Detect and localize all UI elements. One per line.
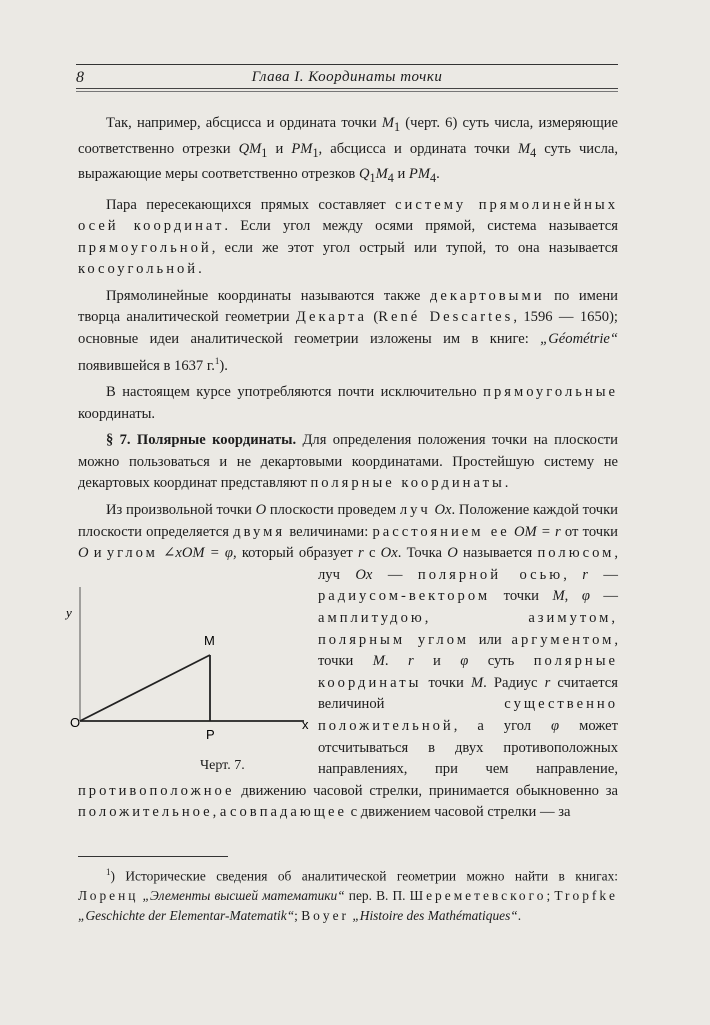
math: φ — [581, 588, 590, 605]
spaced-term: противоположное — [78, 782, 235, 799]
text: считается величиной — [318, 674, 618, 713]
text: , если же этот угол острый или тупой, то она называется — [211, 239, 618, 256]
running-title: Глава I. Координаты точки — [251, 69, 443, 85]
spaced-term: косоугольной — [78, 261, 199, 278]
text: и — [393, 166, 409, 182]
text: называется — [457, 545, 538, 562]
text: Так, например, абсцисса и ордината точки — [106, 115, 382, 131]
subscript: 4 — [530, 145, 537, 160]
math: M — [381, 115, 395, 131]
text: (черт. 6) суть числа, измеряющие соответственно отрезки — [78, 115, 619, 157]
spaced-term: положительное — [78, 804, 213, 821]
math: M — [470, 674, 484, 691]
text: по имени творца аналитической геометрии — [78, 287, 618, 326]
text: координаты. — [78, 405, 156, 422]
math: O — [447, 545, 458, 562]
spaced-term: прямоугольные — [483, 384, 618, 401]
math: r — [582, 566, 588, 583]
spaced-term: совпадающее — [230, 804, 347, 821]
subscript: 4 — [387, 170, 394, 185]
polar-diagram — [66, 569, 312, 773]
book-title: „Géométrie“ — [540, 331, 618, 348]
math: O — [255, 502, 267, 519]
paragraph-1 — [78, 113, 618, 190]
footnote-text — [78, 862, 618, 926]
text: — — [589, 588, 618, 605]
text: . — [198, 261, 202, 278]
text: , 1596 — 1650); основные идеи аналитической геометрии изложены им в книге: — [78, 309, 618, 348]
spaced-term: Tropfke — [554, 888, 618, 904]
text: плоскости проведем — [266, 502, 400, 519]
spaced-term: прямоугольной — [78, 239, 212, 256]
math: r — [358, 545, 364, 562]
spaced-term: декартовыми — [429, 287, 545, 304]
text: ( — [367, 309, 379, 326]
spaced-term: René Descartes — [378, 309, 514, 326]
text: ) Исторические сведения об аналитической геометрии можно найти в книгах: — [110, 868, 618, 884]
text: Из произвольной точки — [106, 502, 256, 519]
spaced-term: Boyer — [301, 908, 349, 924]
subscript: 4 — [430, 170, 437, 185]
text: , абсцисса и ордината точки — [318, 140, 518, 157]
page-number: 8 — [76, 69, 84, 86]
paragraph-5 — [78, 430, 618, 495]
subscript: 1 — [369, 170, 376, 185]
paragraph-4 — [78, 382, 618, 425]
spaced-term: полярной осью — [417, 566, 564, 583]
subscript: 1 — [394, 119, 401, 134]
spaced-term: существенно положительной — [318, 696, 618, 735]
spaced-term: расстоянием ее — [372, 523, 510, 540]
spaced-term: аргументом — [511, 631, 615, 648]
text: — — [587, 566, 619, 583]
text: , а — [212, 804, 231, 821]
spaced-term: систему прямолинейных осей координат — [78, 196, 618, 235]
text: и — [267, 140, 292, 157]
math: φ — [460, 653, 469, 670]
math: PM — [291, 140, 313, 157]
text: и — [413, 653, 461, 670]
text: , а угол — [453, 718, 552, 735]
footnote-mark: 1 — [214, 355, 220, 366]
paragraph-3 — [78, 286, 618, 377]
math: M — [375, 166, 388, 182]
spaced-term: Лоренц — [78, 888, 139, 904]
math: QM — [238, 140, 262, 157]
text: , — [563, 566, 583, 583]
math: Q — [358, 166, 370, 182]
paragraph-6 — [66, 500, 619, 824]
spaced-term: углом — [106, 545, 158, 562]
subscript: 1 — [261, 145, 268, 160]
math: OM = r — [513, 523, 561, 540]
text: пер. В. П. — [344, 888, 410, 904]
book-title: „Geschichte der Elementar-Matematik“ — [78, 908, 295, 924]
text: , точки — [318, 631, 618, 670]
section-heading: § 7. Полярные координаты. — [106, 432, 297, 449]
text: точки — [490, 588, 553, 605]
text: ). — [219, 357, 228, 374]
text: В настоящем курсе употребляются почти исключительно — [106, 384, 484, 401]
text: может отсчитываться в двух противоположных направлениях, при чем направление, — [318, 718, 618, 778]
book-title: „Histoire des Mathématiques“ — [352, 908, 518, 924]
text: . — [504, 475, 509, 492]
radius-vector-line — [80, 655, 210, 721]
math: Ox — [355, 566, 373, 583]
label-o: O — [70, 714, 81, 730]
footnote-rule — [78, 856, 228, 857]
footnote — [78, 862, 618, 926]
spaced-term: Декарта — [295, 309, 368, 326]
text: , — [564, 588, 582, 605]
text: появившейся в 1637 г. — [78, 357, 215, 374]
spaced-term: луч — [399, 502, 431, 519]
math: M — [552, 588, 565, 605]
text: . Радиус — [483, 674, 545, 691]
text: и — [88, 545, 107, 562]
text: суть — [468, 653, 534, 670]
text: ; — [294, 908, 302, 924]
footnote-number: 1 — [106, 867, 111, 877]
text: Пара пересекающихся прямых составляет — [106, 196, 396, 213]
spaced-term: полярные координаты — [310, 475, 505, 492]
spaced-term: амплитудою, азимутом, полярным углом — [318, 610, 618, 648]
text: . — [384, 653, 408, 670]
math: ∠xOM = φ — [163, 545, 233, 562]
spaced-term: полярные координаты — [318, 653, 619, 691]
math: M — [372, 653, 385, 670]
label-y: y — [66, 604, 72, 620]
text: с движением часовой стрелки — за — [346, 804, 571, 821]
text: с — [363, 545, 381, 562]
text: . — [517, 908, 522, 924]
text: величинами: — [285, 523, 373, 540]
math: r — [407, 653, 414, 670]
math: O — [78, 545, 89, 562]
label-m: M — [204, 632, 215, 648]
subscript: 1 — [312, 145, 319, 160]
page-body — [66, 113, 619, 829]
text: , который образует — [232, 545, 359, 562]
header-rule-bottom — [76, 88, 618, 89]
math: r — [544, 674, 551, 691]
text: от точки — [560, 523, 618, 540]
math: Ox — [380, 545, 398, 562]
text: суть числа, выражающие меры соответственно отрезков — [78, 140, 619, 182]
text: точки — [421, 674, 471, 691]
figure-7 — [66, 569, 312, 773]
header-rule-top — [76, 64, 618, 65]
text: . — [436, 166, 440, 182]
text: ; — [546, 888, 555, 904]
spaced-term: двумя — [233, 523, 286, 540]
text: движению часовой стрелки, принимается обыкновенно за — [234, 782, 618, 799]
label-x: x — [302, 716, 309, 732]
text: — — [372, 566, 418, 583]
text: Прямолинейные координаты называются также — [106, 287, 430, 304]
text: Для определения положения точки на плоскости можно пользоваться и не декартовыми координатами. Простейшую систему не декартовых координат представляют — [78, 432, 618, 492]
text: , луч — [318, 545, 618, 583]
text: или — [468, 631, 512, 648]
spaced-term: полюсом — [537, 545, 615, 562]
spaced-term: Шереметевского — [409, 888, 547, 904]
text: . Точка — [397, 545, 448, 562]
paragraph-2 — [78, 195, 618, 281]
text: . Положение каждой точки плоскости определяется — [78, 502, 618, 540]
figure-caption: Черт. 7. — [200, 757, 245, 773]
header-rule-bottom-thin — [76, 91, 618, 92]
math: M — [517, 140, 531, 157]
book-title: „Элементы высшей математики“ — [142, 888, 345, 904]
page-header — [76, 64, 618, 94]
math: PM — [408, 166, 430, 182]
spaced-term: радиусом-вектором — [318, 588, 491, 605]
math: Ox — [434, 502, 452, 519]
math: φ — [551, 718, 560, 735]
text: . Если угол между осями прямой, система называется — [224, 218, 618, 235]
label-p: P — [206, 726, 215, 742]
